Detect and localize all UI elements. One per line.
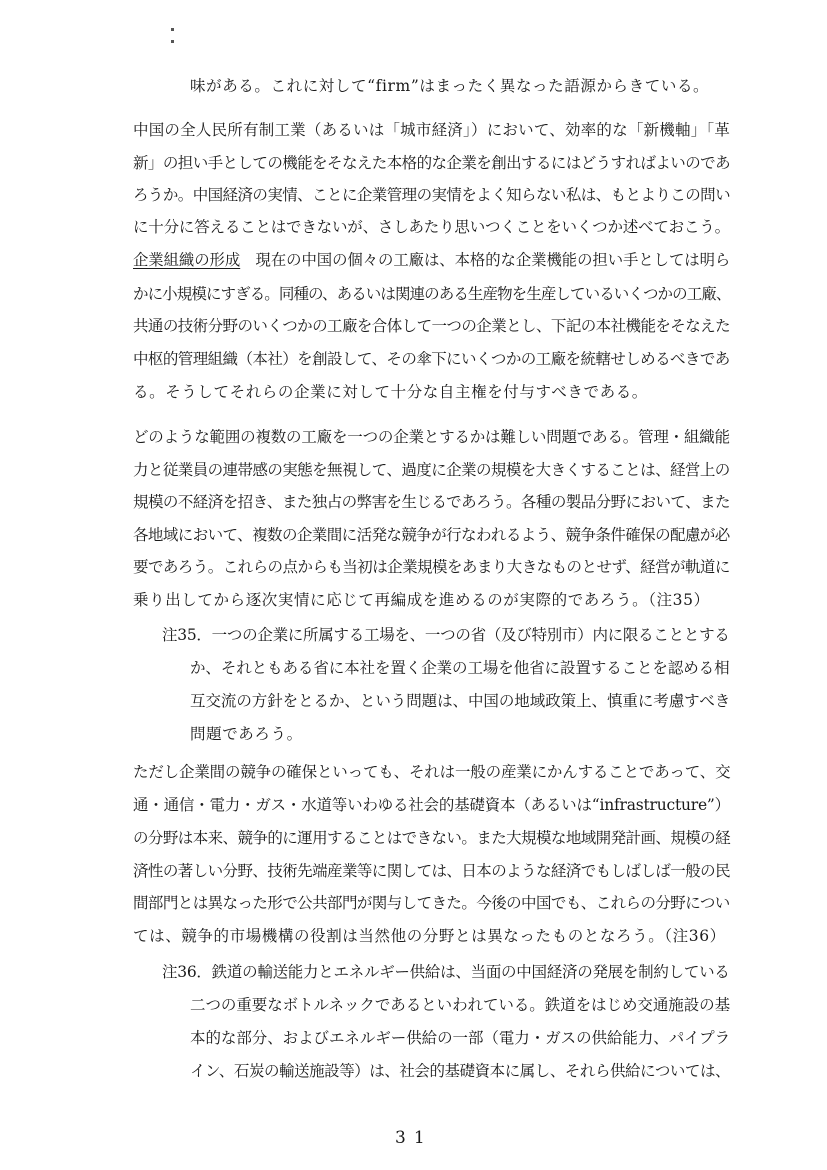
text-line: に十分に答えることはできないが、さしあたり思いつくことをいくつか述べておこう。 <box>133 218 730 236</box>
section-heading: 企業組織の形成 <box>133 251 241 269</box>
footnote-line: 二つの重要なボトルネックであるといわれている。鉄道をはじめ交通施設の基 <box>190 996 731 1014</box>
text-line: 各地域において、複数の企業間に活発な競争が行なわれるよう、競争条件確保の配慮が必 <box>133 526 730 544</box>
footnote-line: 互交流の方針をとるか、という問題は、中国の地域政策上、慎重に考慮すべき <box>190 692 731 710</box>
text-line: 要であろう。これらの点からも当初は企業規模をあまり大きなものとせず、経営が軌道に <box>133 558 730 576</box>
section-line <box>133 250 730 270</box>
page-number: 31 <box>395 1128 433 1148</box>
text-line: ては、競争的市場機構の役割は当然他の分野とは異なったものとなろう。（注36） <box>133 927 726 945</box>
text-line: 味がある。これに対して“firm”はまったく異なった語源からきている。 <box>190 77 710 95</box>
text-line: る。そうしてそれらの企業に対して十分な自主権を付与すべきである。 <box>133 383 648 401</box>
text-line: 新」の担い手としての機能をそなえた本格的な企業を創出するにはどうすればよいのであ <box>133 154 731 172</box>
text-line: 間部門とは異なった形で公共部門が関与してきた。今後の中国でも、これらの分野につい <box>133 894 730 912</box>
text-line: 中国の全人民所有制工業（あるいは「城市経済」）において、効率的な「新機軸」「革 <box>133 121 731 139</box>
text-line: かに小規模にすぎる。同種の、あるいは関連のある生産物を生産しているいくつかの工廠、 <box>133 285 731 303</box>
text-line: 乗り出してから逐次実情に応じて再編成を進めるのが実際的であろう。（注35） <box>133 591 710 609</box>
footnote-line: 注35．一つの企業に所属する工場を、一つの省（及び特別市）内に限ることとする <box>162 626 730 644</box>
text-line: 力と従業員の連帯感の実態を無視して、過度に企業の規模を大きくすることは、経営上の <box>133 461 730 479</box>
footnote-line: 問題であろう。 <box>190 725 303 743</box>
text-line: ろうか。中国経済の実情、ことに企業管理の実情をよく知らない私は、もとよりこの問い <box>133 186 731 204</box>
footnote-line: 注36．鉄道の輸送能力とエネルギー供給は、当面の中国経済の発展を制約している <box>162 963 730 981</box>
footnote-line: か、それともある省に本社を置く企業の工場を他省に設置することを認める相 <box>190 659 730 677</box>
text-line: 規模の不経済を招き、また独占の弊害を生じるであろう。各種の製品分野において、また <box>133 493 730 511</box>
scan-speck <box>171 40 174 43</box>
scan-speck <box>171 28 174 31</box>
footnote-line: 本的な部分、およびエネルギー供給の一部（電力・ガスの供給能力、パイプラ <box>190 1029 731 1047</box>
text-line: ただし企業間の競争の確保といっても、それは一般の産業にかんすることであって、交 <box>133 763 731 781</box>
text-line: 共通の技術分野のいくつかの工廠を合体して一つの企業とし、下記の本社機能をそなえた <box>133 317 731 335</box>
footnote-line: イン、石炭の輸送施設等）は、社会的基礎資本に属し、それら供給については、 <box>190 1062 731 1080</box>
text-line: の分野は本来、競争的に運用することはできない。また大規模な地域開発計画、規模の経 <box>133 829 731 847</box>
text-line: 現在の中国の個々の工廠は、本格的な企業機能の担い手としては明ら <box>255 251 731 269</box>
text-line: 通・通信・電力・ガス・水道等いわゆる社会的基礎資本（あるいは“infrastructure”） <box>133 796 730 814</box>
text-line: 中枢的管理組織（本社）を創設して、その傘下にいくつかの工廠を統轄せしめるべきであ <box>133 350 730 368</box>
text-line: どのような範囲の複数の工廠を一つの企業とするかは難しい問題である。管理・組織能 <box>133 428 730 446</box>
text-line: 済性の著しい分野、技術先端産業等に関しては、日本のような経済でもしばしば一般の民 <box>133 862 731 880</box>
